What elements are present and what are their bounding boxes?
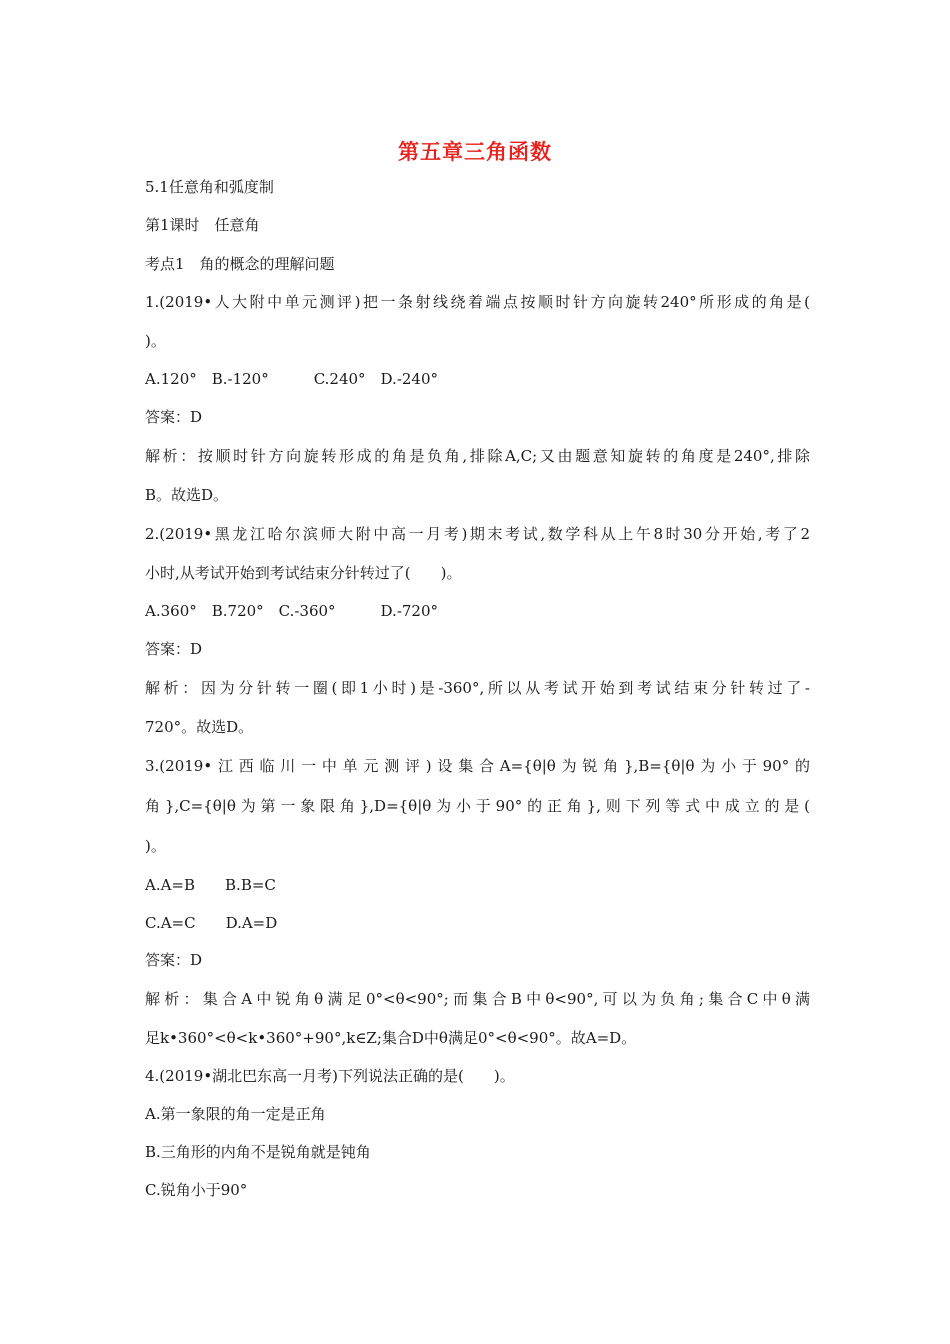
question-1-answer: 答案：D — [145, 408, 203, 426]
question-4-option-c: C.锐角小于90° — [145, 1181, 248, 1199]
question-3-options-ab: A.A=B B.B=C — [145, 876, 276, 894]
question-4-option-b: B.三角形的内角不是锐角就是钝角 — [145, 1143, 371, 1161]
question-4-text: 4.(2019•湖北巴东高一月考)下列说法正确的是( )。 — [145, 1067, 515, 1085]
chapter-title: 第五章三角函数 — [398, 140, 552, 164]
question-3-text-cont: 角},C={θ|θ为第一象限角},D={θ|θ为小于90°的正角},则下列等式中成立的是( — [145, 797, 810, 815]
question-2-text: 2.(2019•黑龙江哈尔滨师大附中高一月考)期末考试,数学科从上午8时30分开始,考了2 — [145, 525, 810, 543]
question-3-analysis-cont: 足k•360°<θ<k•360°+90°,k∈Z;集合D中θ满足0°<θ<90°。故A=D。 — [145, 1029, 637, 1047]
question-1-analysis-cont: B。故选D。 — [145, 486, 229, 504]
question-1-text: 1.(2019•人大附中单元测评)把一条射线绕着端点按顺时针方向旋转240°所形成的角是( — [145, 293, 810, 311]
question-1-text-cont: )。 — [145, 332, 166, 350]
question-3-text-end: )。 — [145, 837, 166, 855]
question-1-analysis: 解析：按顺时针方向旋转形成的角是负角,排除A,C;又由题意知旋转的角度是240°,排除 — [145, 447, 810, 465]
question-3-options-cd: C.A=C D.A=D — [145, 914, 278, 932]
question-2-analysis: 解析：因为分针转一圈(即1小时)是-360°,所以从考试开始到考试结束分针转过了- — [145, 679, 810, 697]
question-4-option-a: A.第一象限的角一定是正角 — [145, 1105, 326, 1123]
question-2-answer: 答案：D — [145, 640, 203, 658]
question-3-answer: 答案：D — [145, 951, 203, 969]
question-3-analysis: 解析：集合A中锐角θ满足0°<θ<90°;而集合B中θ<90°,可以为负角;集合C中θ满 — [145, 990, 810, 1008]
topic-heading: 考点1 角的概念的理解问题 — [145, 255, 335, 273]
question-3-text: 3.(2019•江西临川一中单元测评)设集合A={θ|θ为锐角},B={θ|θ为小于90°的 — [145, 757, 810, 775]
question-1-options: A.120° B.-120° C.240° D.-240° — [145, 370, 439, 388]
question-2-options: A.360° B.720° C.-360° D.-720° — [145, 602, 439, 620]
section-heading: 5.1任意角和弧度制 — [145, 178, 274, 196]
question-2-analysis-cont: 720°。故选D。 — [145, 718, 254, 736]
question-2-text-cont: 小时,从考试开始到考试结束分针转过了( )。 — [145, 564, 462, 582]
lesson-heading: 第1课时 任意角 — [145, 216, 260, 234]
